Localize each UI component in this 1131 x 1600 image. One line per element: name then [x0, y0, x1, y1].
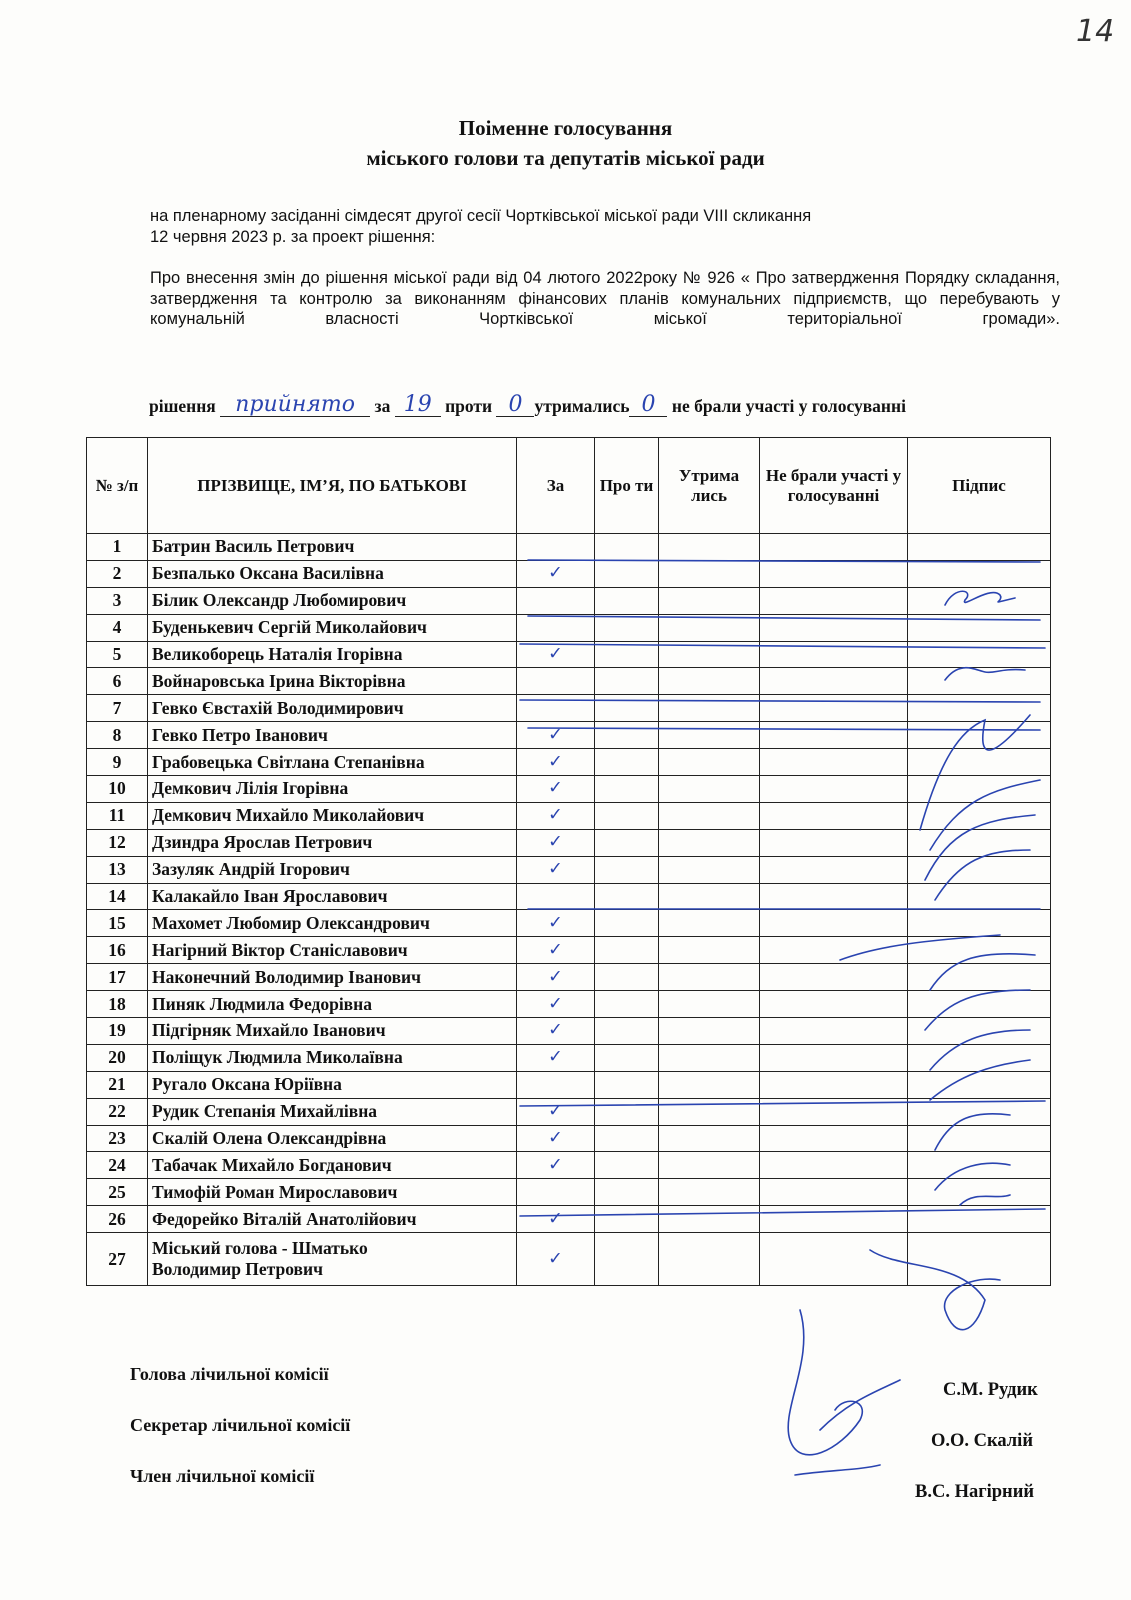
row-number: 27	[87, 1233, 148, 1286]
row-number: 12	[87, 829, 148, 856]
vote-against-cell	[595, 1071, 659, 1098]
member-name: Наконечний Володимир Іванович	[148, 964, 517, 991]
member-name: Махомет Любомир Олександрович	[148, 910, 517, 937]
vote-not-participated-cell	[760, 587, 908, 614]
vote-for-cell: ✓	[517, 722, 595, 749]
vote-not-participated-cell	[760, 883, 908, 910]
vote-against-cell	[595, 1125, 659, 1152]
row-number: 20	[87, 1044, 148, 1071]
vote-against-cell	[595, 614, 659, 641]
vote-abstained-cell	[659, 1125, 760, 1152]
vote-for-cell: ✓	[517, 1125, 595, 1152]
vote-abstained-cell	[659, 614, 760, 641]
vote-not-participated-cell	[760, 560, 908, 587]
table-row	[87, 668, 1051, 695]
signature-cell	[908, 856, 1051, 883]
vote-not-participated-cell	[760, 964, 908, 991]
row-number: 5	[87, 641, 148, 668]
vote-abstained-cell	[659, 1018, 760, 1045]
vote-abstained-cell	[659, 1044, 760, 1071]
row-number: 13	[87, 856, 148, 883]
vote-not-participated-cell	[760, 802, 908, 829]
table-row	[87, 991, 1051, 1018]
header-for: За	[517, 438, 595, 534]
decision-value: прийнято	[235, 392, 356, 417]
vote-not-participated-cell	[760, 668, 908, 695]
member-name: Буденькевич Сергій Миколайович	[148, 614, 517, 641]
vote-against-cell	[595, 910, 659, 937]
vote-for-cell: ✓	[517, 1233, 595, 1286]
vote-for-cell: ✓	[517, 1018, 595, 1045]
vote-for-cell	[517, 695, 595, 722]
vote-for-cell	[517, 1071, 595, 1098]
row-number: 9	[87, 749, 148, 776]
vote-for-cell	[517, 614, 595, 641]
voting-table	[86, 437, 1051, 1286]
row-number: 3	[87, 587, 148, 614]
project-text: Про внесення змін до рішення міської ради від 04 лютого 2022року № 926 « Про затвердження Порядку складання, затвердження та контролю за виконанням фінансових планів комунальних підприємств, що перебувають у комунальній власності Чортківської міської територіальної громади».	[150, 269, 1060, 328]
abstained-label: утримались	[534, 396, 630, 416]
member-name: Безпалько Оксана Василівна	[148, 560, 517, 587]
row-number: 14	[87, 883, 148, 910]
header-not-participated: Не брали участі у голосуванні	[760, 438, 908, 534]
page-number: 14	[1076, 14, 1115, 49]
member-name: Батрин Василь Петрович	[148, 534, 517, 561]
vote-for-cell: ✓	[517, 749, 595, 776]
row-number: 4	[87, 614, 148, 641]
vote-against-cell	[595, 802, 659, 829]
vote-against-cell	[595, 641, 659, 668]
member-name: Демкович Михайло Миколайович	[148, 802, 517, 829]
row-number: 6	[87, 668, 148, 695]
vote-not-participated-cell	[760, 937, 908, 964]
signature-cell	[908, 1179, 1051, 1206]
document-title-line2: міського голови та депутатів міської ради	[366, 146, 765, 170]
vote-against-cell	[595, 776, 659, 803]
decision-blank	[220, 392, 370, 417]
vote-abstained-cell	[659, 991, 760, 1018]
against-blank	[496, 392, 534, 417]
decision-label: рішення	[149, 396, 216, 416]
member-name: Нагірний Віктор Станіславович	[148, 937, 517, 964]
member-name: Рудик Степанія Михайлівна	[148, 1098, 517, 1125]
vote-not-participated-cell	[760, 614, 908, 641]
row-number: 1	[87, 534, 148, 561]
signature-cell	[908, 1206, 1051, 1233]
secretary-label: Секретар лічильної комісії	[130, 1415, 351, 1435]
table-row	[87, 776, 1051, 803]
signature-cell	[908, 991, 1051, 1018]
vote-abstained-cell	[659, 668, 760, 695]
vote-summary	[149, 392, 1079, 417]
row-number: 2	[87, 560, 148, 587]
commission-signatures	[788, 1310, 900, 1475]
member-name: Білик Олександр Любомирович	[148, 587, 517, 614]
vote-not-participated-cell	[760, 910, 908, 937]
against-value: 0	[508, 392, 523, 417]
member-label: Член лічильної комісії	[130, 1466, 315, 1486]
vote-abstained-cell	[659, 560, 760, 587]
vote-not-participated-cell	[760, 722, 908, 749]
table-row	[87, 614, 1051, 641]
vote-abstained-cell	[659, 883, 760, 910]
row-number: 25	[87, 1179, 148, 1206]
vote-not-participated-cell	[760, 695, 908, 722]
signature-cell	[908, 749, 1051, 776]
vote-not-participated-cell	[760, 829, 908, 856]
vote-for-cell: ✓	[517, 829, 595, 856]
table-row	[87, 1098, 1051, 1125]
row-number: 10	[87, 776, 148, 803]
against-label: проти	[445, 396, 493, 416]
vote-abstained-cell	[659, 534, 760, 561]
table-row	[87, 1206, 1051, 1233]
signature-cell	[908, 776, 1051, 803]
signature-cell	[908, 668, 1051, 695]
row-number: 11	[87, 802, 148, 829]
vote-against-cell	[595, 1233, 659, 1286]
vote-for-cell: ✓	[517, 560, 595, 587]
table-row	[87, 587, 1051, 614]
row-number: 23	[87, 1125, 148, 1152]
vote-against-cell	[595, 668, 659, 695]
member-name: Гевко Євстахій Володимирович	[148, 695, 517, 722]
vote-not-participated-cell	[760, 1233, 908, 1286]
signature-cell	[908, 1044, 1051, 1071]
table-row	[87, 883, 1051, 910]
table-row-mayor	[87, 1233, 1051, 1286]
chair-label: Голова лічильної комісії	[130, 1364, 329, 1384]
vote-not-participated-cell	[760, 1125, 908, 1152]
vote-against-cell	[595, 1179, 659, 1206]
for-blank	[395, 392, 441, 417]
vote-for-cell: ✓	[517, 1044, 595, 1071]
header-name: ПРІЗВИЩЕ, ІМ’Я, ПО БАТЬКОВІ	[148, 438, 517, 534]
signature-cell	[908, 1125, 1051, 1152]
vote-not-participated-cell	[760, 534, 908, 561]
vote-not-participated-cell	[760, 1179, 908, 1206]
vote-for-cell	[517, 1179, 595, 1206]
signature-cell	[908, 937, 1051, 964]
vote-abstained-cell	[659, 829, 760, 856]
signature-cell	[908, 910, 1051, 937]
vote-abstained-cell	[659, 1206, 760, 1233]
vote-for-cell: ✓	[517, 991, 595, 1018]
mayor-name-line1: Міський голова - Шматько	[152, 1238, 368, 1259]
vote-for-cell: ✓	[517, 856, 595, 883]
member-name: Великоборець Наталія Ігорівна	[148, 641, 517, 668]
mayor-name-cell	[148, 1233, 517, 1286]
table-row	[87, 1044, 1051, 1071]
table-row	[87, 964, 1051, 991]
vote-abstained-cell	[659, 722, 760, 749]
table-row	[87, 802, 1051, 829]
vote-not-participated-cell	[760, 1152, 908, 1179]
vote-abstained-cell	[659, 1179, 760, 1206]
intro-line2: 12 червня 2023 р. за проект рішення:	[150, 228, 436, 246]
table-row	[87, 1152, 1051, 1179]
member-name: Калакайло Іван Ярославович	[148, 883, 517, 910]
vote-abstained-cell	[659, 910, 760, 937]
table-row	[87, 1071, 1051, 1098]
header-num: № з/п	[87, 438, 148, 534]
vote-for-cell: ✓	[517, 802, 595, 829]
table-row	[87, 722, 1051, 749]
vote-for-cell: ✓	[517, 641, 595, 668]
vote-abstained-cell	[659, 1233, 760, 1286]
vote-abstained-cell	[659, 1152, 760, 1179]
for-value: 19	[403, 392, 432, 417]
vote-against-cell	[595, 722, 659, 749]
member-name: Зазуляк Андрій Ігорович	[148, 856, 517, 883]
vote-not-participated-cell	[760, 1018, 908, 1045]
vote-for-cell	[517, 534, 595, 561]
vote-against-cell	[595, 1098, 659, 1125]
row-number: 8	[87, 722, 148, 749]
header-abstained: Утрима лись	[659, 438, 760, 534]
signature-cell	[908, 560, 1051, 587]
vote-for-cell: ✓	[517, 937, 595, 964]
mayor-name-line2: Володимир Петрович	[152, 1259, 323, 1280]
row-number: 19	[87, 1018, 148, 1045]
signature-cell	[908, 695, 1051, 722]
member-name: Гевко Петро Іванович	[148, 722, 517, 749]
table-row	[87, 1125, 1051, 1152]
signature-cell	[908, 802, 1051, 829]
row-number: 26	[87, 1206, 148, 1233]
header-against: Про ти	[595, 438, 659, 534]
signature-cell	[908, 534, 1051, 561]
vote-abstained-cell	[659, 856, 760, 883]
vote-abstained-cell	[659, 964, 760, 991]
signature-cell	[908, 641, 1051, 668]
vote-for-cell	[517, 587, 595, 614]
vote-for-cell: ✓	[517, 776, 595, 803]
vote-not-participated-cell	[760, 991, 908, 1018]
header-signature: Підпис	[908, 438, 1051, 534]
abstained-value: 0	[641, 392, 656, 417]
vote-not-participated-cell	[760, 1071, 908, 1098]
row-number: 17	[87, 964, 148, 991]
table-row	[87, 856, 1051, 883]
document-title-line1: Поіменне голосування	[458, 116, 673, 140]
vote-abstained-cell	[659, 1098, 760, 1125]
member-name: Федорейко Віталій Анатолійович	[148, 1206, 517, 1233]
member-name: Грабовецька Світлана Степанівна	[148, 749, 517, 776]
vote-against-cell	[595, 991, 659, 1018]
table-row	[87, 910, 1051, 937]
member-name: В.С. Нагірний	[915, 1482, 1035, 1502]
vote-abstained-cell	[659, 749, 760, 776]
intro-line1: на пленарному засіданні сімдесят другої сесії Чортківської міської ради VIII скликання	[150, 207, 812, 225]
member-name: Дзиндра Ярослав Петрович	[148, 829, 517, 856]
vote-against-cell	[595, 587, 659, 614]
row-number: 7	[87, 695, 148, 722]
vote-abstained-cell	[659, 641, 760, 668]
table-header-row	[87, 438, 1051, 534]
member-name: Демкович Лілія Ігорівна	[148, 776, 517, 803]
signature-cell	[908, 1098, 1051, 1125]
vote-for-cell: ✓	[517, 1206, 595, 1233]
table-row	[87, 937, 1051, 964]
vote-not-participated-cell	[760, 776, 908, 803]
member-name: Табачак Михайло Богданович	[148, 1152, 517, 1179]
signature-cell	[908, 964, 1051, 991]
vote-abstained-cell	[659, 587, 760, 614]
vote-against-cell	[595, 1018, 659, 1045]
table-row	[87, 560, 1051, 587]
vote-not-participated-cell	[760, 1044, 908, 1071]
vote-against-cell	[595, 534, 659, 561]
member-name: Скалій Олена Олександрівна	[148, 1125, 517, 1152]
signature-cell	[908, 1152, 1051, 1179]
signature-cell	[908, 587, 1051, 614]
secretary-name: О.О. Скалій	[931, 1431, 1033, 1451]
member-name: Пиняк Людмила Федорівна	[148, 991, 517, 1018]
row-number: 24	[87, 1152, 148, 1179]
not-participated-label: не брали участі у голосуванні	[671, 396, 906, 416]
vote-not-participated-cell	[760, 641, 908, 668]
vote-for-cell: ✓	[517, 1152, 595, 1179]
table-row	[87, 641, 1051, 668]
vote-against-cell	[595, 695, 659, 722]
vote-not-participated-cell	[760, 1098, 908, 1125]
table-row	[87, 534, 1051, 561]
signature-cell	[908, 883, 1051, 910]
vote-against-cell	[595, 829, 659, 856]
table-row	[87, 1179, 1051, 1206]
table-row	[87, 1018, 1051, 1045]
table-row	[87, 695, 1051, 722]
row-number: 18	[87, 991, 148, 1018]
vote-abstained-cell	[659, 802, 760, 829]
vote-for-cell: ✓	[517, 910, 595, 937]
vote-against-cell	[595, 560, 659, 587]
vote-against-cell	[595, 749, 659, 776]
vote-not-participated-cell	[760, 749, 908, 776]
signature-cell	[908, 1233, 1051, 1286]
vote-abstained-cell	[659, 1071, 760, 1098]
vote-against-cell	[595, 1044, 659, 1071]
vote-for-cell	[517, 883, 595, 910]
vote-against-cell	[595, 1206, 659, 1233]
signature-cell	[908, 614, 1051, 641]
vote-not-participated-cell	[760, 856, 908, 883]
signature-cell	[908, 1071, 1051, 1098]
vote-against-cell	[595, 937, 659, 964]
vote-against-cell	[595, 964, 659, 991]
vote-against-cell	[595, 856, 659, 883]
signature-cell	[908, 722, 1051, 749]
vote-for-cell	[517, 668, 595, 695]
signature-cell	[908, 1018, 1051, 1045]
vote-for-cell: ✓	[517, 964, 595, 991]
row-number: 22	[87, 1098, 148, 1125]
row-number: 21	[87, 1071, 148, 1098]
member-name: Ругало Оксана Юріївна	[148, 1071, 517, 1098]
vote-for-cell: ✓	[517, 1098, 595, 1125]
member-name: Тимофій Роман Мирославович	[148, 1179, 517, 1206]
signature-cell	[908, 829, 1051, 856]
table-row	[87, 829, 1051, 856]
row-number: 15	[87, 910, 148, 937]
for-label: за	[374, 396, 391, 416]
vote-abstained-cell	[659, 776, 760, 803]
vote-against-cell	[595, 1152, 659, 1179]
chair-name: С.М. Рудик	[943, 1380, 1038, 1400]
vote-abstained-cell	[659, 695, 760, 722]
vote-against-cell	[595, 883, 659, 910]
row-number: 16	[87, 937, 148, 964]
member-name: Войнаровська Ірина Вікторівна	[148, 668, 517, 695]
vote-abstained-cell	[659, 937, 760, 964]
member-name: Підгірняк Михайло Іванович	[148, 1018, 517, 1045]
member-name: Поліщук Людмила Миколаївна	[148, 1044, 517, 1071]
abstained-blank	[629, 392, 667, 417]
table-row	[87, 749, 1051, 776]
table-body	[87, 534, 1051, 1286]
vote-not-participated-cell	[760, 1206, 908, 1233]
